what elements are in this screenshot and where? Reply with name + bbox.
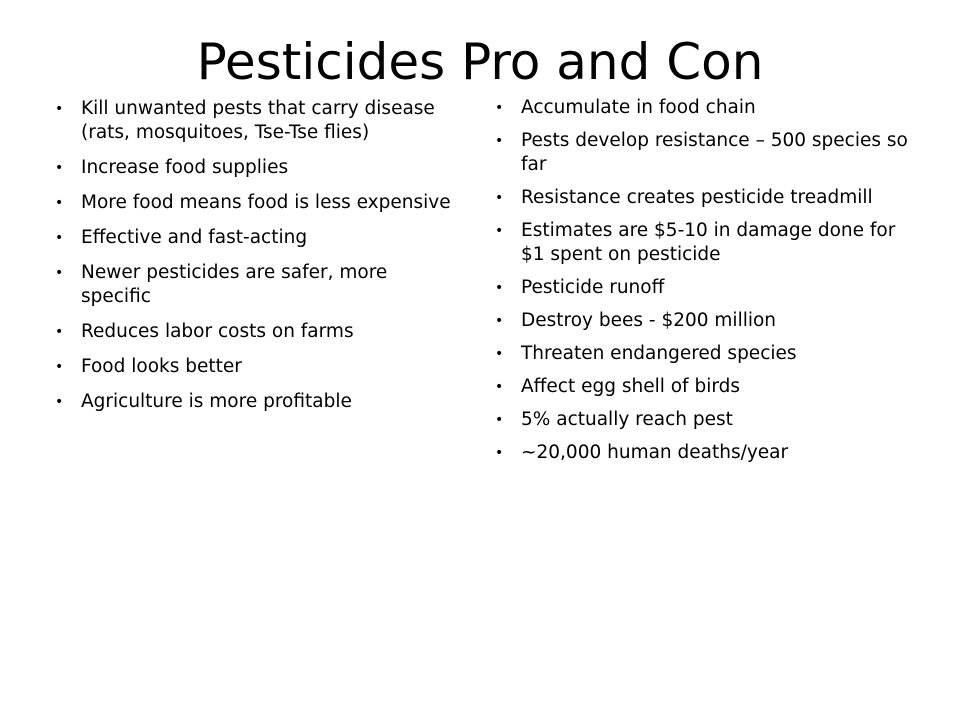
pros-item	[52, 355, 462, 379]
pros-item-text: Food looks better	[81, 356, 242, 377]
pros-item	[52, 261, 462, 309]
cons-item	[492, 96, 912, 120]
cons-list	[492, 96, 912, 474]
cons-item	[492, 276, 912, 300]
cons-item	[492, 441, 912, 465]
bullet-icon: •	[495, 445, 504, 461]
pros-list	[52, 97, 462, 425]
bullet-icon: •	[495, 280, 504, 296]
bullet-icon: •	[55, 394, 64, 410]
cons-item-text: Affect egg shell of birds	[521, 376, 741, 397]
cons-item-text: 5% actually reach pest	[521, 409, 733, 430]
bullet-icon: •	[495, 313, 504, 329]
cons-item-text: Destroy bees - $200 million	[521, 310, 777, 331]
bullet-icon: •	[495, 133, 504, 149]
cons-item	[492, 342, 912, 366]
cons-item-text: Pests develop resistance – 500 species so far	[521, 130, 908, 175]
bullet-icon: •	[495, 412, 504, 428]
pros-item-text: Agriculture is more profitable	[81, 391, 352, 412]
cons-item-text: ~20,000 human deaths/year	[521, 442, 789, 463]
bullet-icon: •	[495, 379, 504, 395]
bullet-icon: •	[495, 346, 504, 362]
cons-item	[492, 129, 912, 177]
pros-item	[52, 320, 462, 344]
bullet-icon: •	[495, 190, 504, 206]
bullet-icon: •	[55, 265, 64, 281]
cons-item	[492, 408, 912, 432]
pros-item-text: Increase food supplies	[81, 157, 289, 178]
bullet-icon: •	[55, 324, 64, 340]
pros-item-text: Newer pesticides are safer, more specific	[81, 262, 388, 307]
bullet-icon: •	[55, 195, 64, 211]
pros-item	[52, 156, 462, 180]
cons-item	[492, 219, 912, 267]
pros-item	[52, 97, 462, 145]
cons-item	[492, 309, 912, 333]
pros-item-text: More food means food is less expensive	[81, 192, 451, 213]
bullet-icon: •	[55, 230, 64, 246]
bullet-icon: •	[55, 160, 64, 176]
bullet-icon: •	[495, 100, 504, 116]
pros-item	[52, 390, 462, 414]
cons-item-text: Resistance creates pesticide treadmill	[521, 187, 873, 208]
slide-title: Pesticides Pro and Con	[196, 33, 764, 91]
cons-item	[492, 375, 912, 399]
pros-item	[52, 191, 462, 215]
pros-item-text: Effective and fast-acting	[81, 227, 308, 248]
pros-item	[52, 226, 462, 250]
cons-item-text: Estimates are $5-10 in damage done for $1 spent on pesticide	[521, 220, 896, 265]
bullet-icon: •	[55, 101, 64, 117]
cons-item-text: Pesticide runoff	[521, 277, 665, 298]
bullet-icon: •	[55, 359, 64, 375]
pros-item-text: Reduces labor costs on farms	[81, 321, 354, 342]
cons-item-text: Threaten endangered species	[521, 343, 797, 364]
bullet-icon: •	[495, 223, 504, 239]
cons-item	[492, 186, 912, 210]
pros-item-text: Kill unwanted pests that carry disease (rats, mosquitoes, Tse-Tse flies)	[81, 98, 435, 143]
cons-item-text: Accumulate in food chain	[521, 97, 756, 118]
